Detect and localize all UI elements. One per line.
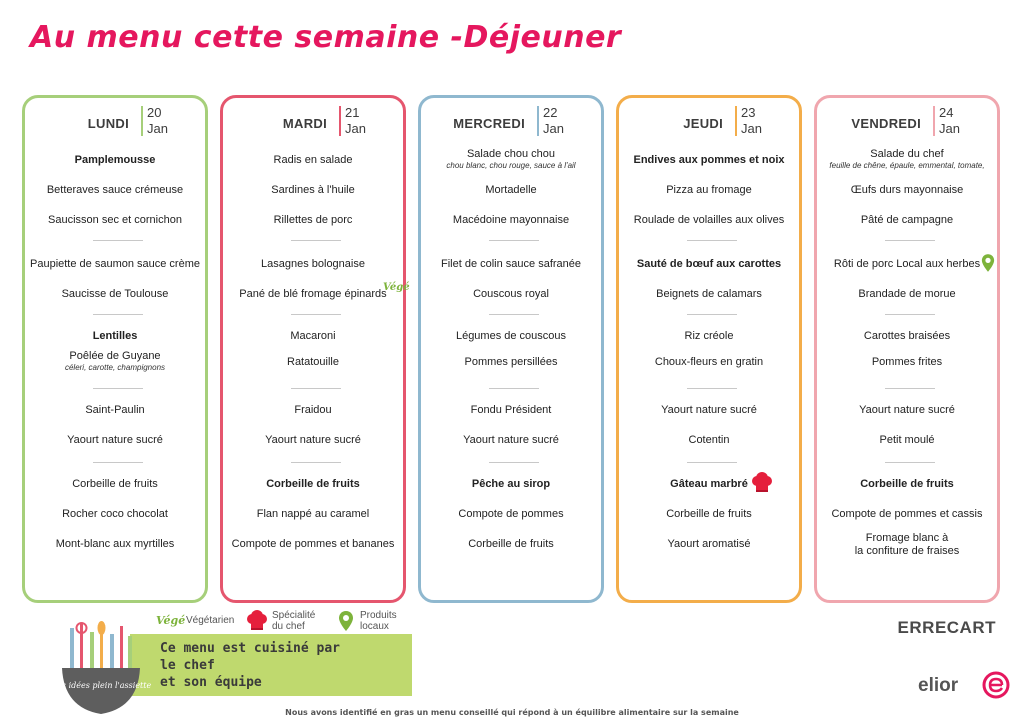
day-month: Jan xyxy=(939,121,960,136)
menu-item xyxy=(25,350,205,373)
menu-item xyxy=(817,148,997,171)
day-divider xyxy=(735,106,737,136)
menu-item-label: Gâteau marbré xyxy=(670,478,748,490)
menu-item xyxy=(223,330,403,343)
menu-item-label: Pommes persillées xyxy=(464,356,558,368)
menu-item-label: Salade du chef xyxy=(870,148,944,160)
menu-item-detail: céleri, carotte, champignons xyxy=(64,363,166,372)
menu-item-label: Beignets de calamars xyxy=(656,288,762,300)
menu-item xyxy=(223,538,403,551)
menu-item xyxy=(619,508,799,521)
menu-item-label: Brandade de morue xyxy=(858,288,956,300)
menu-item-label: Corbeille de fruits xyxy=(666,508,752,520)
menu-item xyxy=(817,330,997,343)
menu-item-label: Flan nappé au caramel xyxy=(256,508,370,520)
vege-logo: Végé xyxy=(156,614,186,627)
menu-item-detail: chou blanc, chou rouge, sauce à l'ail xyxy=(446,161,576,170)
menu-item-label: Salade chou chou xyxy=(466,148,556,160)
day-name: VENDREDI xyxy=(851,116,921,131)
course-divider xyxy=(291,314,341,315)
menu-item xyxy=(817,434,997,447)
day-name: MARDI xyxy=(282,116,327,131)
menu-item xyxy=(25,538,205,551)
menu-item-label: Macédoine mayonnaise xyxy=(452,214,570,226)
menu-item-label: Rillettes de porc xyxy=(273,214,353,226)
day-month: Jan xyxy=(543,121,564,136)
menu-item-label: Corbeille de fruits xyxy=(72,478,158,490)
menu-item xyxy=(421,478,601,491)
menu-item xyxy=(223,478,403,491)
menu-item xyxy=(421,508,601,521)
menu-item-label: Carottes braisées xyxy=(863,330,951,342)
menu-item xyxy=(817,478,997,491)
menu-item-label: Poêlée de Guyane xyxy=(69,350,161,362)
menu-item xyxy=(619,154,799,167)
site-name: ERRECART xyxy=(897,618,996,637)
course-divider xyxy=(687,388,737,389)
course-divider xyxy=(687,314,737,315)
course-divider xyxy=(93,388,143,389)
menu-item xyxy=(25,508,205,521)
course-divider xyxy=(93,240,143,241)
menu-item-detail: feuille de chêne, épaule, emmental, tomate, xyxy=(829,161,985,170)
course-divider xyxy=(489,462,539,463)
menu-item-label: Sauté de bœuf aux carottes xyxy=(636,258,782,270)
bowl-text: Des idées plein l'assiette xyxy=(50,681,152,690)
menu-item xyxy=(421,434,601,447)
menu-item xyxy=(223,288,403,301)
menu-item xyxy=(421,214,601,227)
menu-item xyxy=(223,154,403,167)
menu-item xyxy=(25,330,205,343)
course-divider xyxy=(687,462,737,463)
day-card-mardi xyxy=(220,95,410,603)
course-divider xyxy=(885,240,935,241)
menu-item xyxy=(817,214,997,227)
menu-item xyxy=(619,330,799,343)
banner-text: Ce menu est cuisiné par le chef et son équipe xyxy=(160,641,341,690)
menu-item-label: Petit moulé xyxy=(879,434,935,446)
brand-logo-text: elior xyxy=(918,675,959,696)
menu-item xyxy=(817,404,997,417)
menu-item-label: Compote de pommes et cassis xyxy=(831,508,983,520)
menu-item xyxy=(619,434,799,447)
day-divider xyxy=(339,106,341,136)
menu-item-label: Corbeille de fruits xyxy=(266,478,360,490)
menu-item xyxy=(619,214,799,227)
menu-item-label: Œufs durs mayonnaise xyxy=(850,184,964,196)
course-divider xyxy=(489,314,539,315)
menu-item xyxy=(817,258,997,271)
local-legend-label: Produits locaux xyxy=(360,610,397,632)
menu-item xyxy=(619,258,799,271)
menu-item xyxy=(421,330,601,343)
course-divider xyxy=(885,462,935,463)
menu-item xyxy=(619,404,799,417)
vege-legend-label: Végétarien xyxy=(186,615,235,626)
chef-hat-icon xyxy=(246,610,268,632)
menu-item-label: Choux-fleurs en gratin xyxy=(654,356,764,368)
day-name: JEUDI xyxy=(683,116,723,131)
day-number: 24 xyxy=(939,105,954,120)
day-divider xyxy=(537,106,539,136)
day-card-lundi xyxy=(22,95,208,603)
menu-item-label: Pêche au sirop xyxy=(471,478,551,490)
menu-item-label: Filet de colin sauce safranée xyxy=(440,258,582,270)
menu-item-label: Couscous royal xyxy=(473,288,549,300)
menu-item-label: Rocher coco chocolat xyxy=(62,508,168,520)
course-divider xyxy=(489,240,539,241)
menu-item-label: Sardines à l'huile xyxy=(271,184,355,196)
menu-item xyxy=(421,258,601,271)
menu-item xyxy=(223,508,403,521)
menu-item-label: Pizza au fromage xyxy=(666,184,752,196)
menu-item-label: Mortadelle xyxy=(485,184,537,196)
menu-item xyxy=(619,538,799,551)
menu-item xyxy=(25,214,205,227)
day-card-mercredi xyxy=(418,95,604,603)
menu-item xyxy=(421,404,601,417)
menu-item xyxy=(619,356,799,369)
location-pin-icon xyxy=(981,253,995,273)
day-header xyxy=(817,98,997,142)
menu-item xyxy=(421,538,601,551)
course-divider xyxy=(687,240,737,241)
day-name: MERCREDI xyxy=(453,116,525,131)
menu-item-label: Pané de blé fromage épinards xyxy=(239,288,387,300)
menu-item xyxy=(25,258,205,271)
course-divider xyxy=(93,314,143,315)
day-divider xyxy=(141,106,143,136)
menu-item-label: Yaourt nature sucré xyxy=(661,404,757,416)
elior-e-icon xyxy=(982,671,1010,699)
menu-item-label: Compote de pommes xyxy=(458,508,564,520)
day-name: LUNDI xyxy=(87,116,129,131)
menu-item-label: Mont-blanc aux myrtilles xyxy=(55,538,175,550)
course-divider xyxy=(291,388,341,389)
menu-item-label: Betteraves sauce crémeuse xyxy=(46,184,184,196)
page-title: Au menu cette semaine -Déjeuner xyxy=(30,20,622,55)
day-card-vendredi xyxy=(814,95,1000,603)
menu-item-label: Compote de pommes et bananes xyxy=(231,538,395,550)
menu-item xyxy=(421,184,601,197)
day-number: 23 xyxy=(741,105,756,120)
menu-item-label: Ratatouille xyxy=(287,356,339,368)
menu-item-label: Macaroni xyxy=(290,330,336,342)
menu-item-label: Yaourt nature sucré xyxy=(265,434,361,446)
menu-item-label: Lasagnes bolognaise xyxy=(261,258,365,270)
chef-hat-icon xyxy=(751,472,773,494)
menu-item-label: Corbeille de fruits xyxy=(860,478,954,490)
menu-item-label: Radis en salade xyxy=(273,154,353,166)
day-number: 22 xyxy=(543,105,558,120)
menu-item-label: Corbeille de fruits xyxy=(468,538,554,550)
menu-item xyxy=(223,356,403,369)
menu-item-label: Fromage blanc à la confiture de fraises xyxy=(854,532,960,557)
menu-item xyxy=(817,288,997,301)
day-card-jeudi xyxy=(616,95,802,603)
menu-item xyxy=(421,148,601,171)
menu-item xyxy=(25,154,205,167)
menu-item xyxy=(223,404,403,417)
menu-item-label: Saucisson sec et cornichon xyxy=(48,214,182,226)
menu-item-label: Lentilles xyxy=(92,330,138,342)
day-month: Jan xyxy=(147,121,168,136)
menu-item xyxy=(25,434,205,447)
day-number: 20 xyxy=(147,105,162,120)
menu-item-label: Fraidou xyxy=(294,404,332,416)
menu-item-label: Yaourt nature sucré xyxy=(859,404,955,416)
menu-item-label: Légumes de couscous xyxy=(455,330,567,342)
menu-item xyxy=(25,404,205,417)
menu-item xyxy=(619,288,799,301)
menu-item-label: Endives aux pommes et noix xyxy=(633,154,785,166)
course-divider xyxy=(291,240,341,241)
menu-item-label: Roulade de volailles aux olives xyxy=(633,214,785,226)
menu-item-label: Paupiette de saumon sauce crème xyxy=(30,258,200,270)
vege-badge-icon: Végé xyxy=(383,282,410,293)
day-month: Jan xyxy=(345,121,366,136)
menu-item-label: Fondu Président xyxy=(470,404,552,416)
menu-item xyxy=(817,356,997,369)
day-header xyxy=(25,98,205,142)
menu-item xyxy=(25,184,205,197)
course-divider xyxy=(489,388,539,389)
location-pin-icon xyxy=(338,610,354,632)
menu-item-label: Saucisse de Toulouse xyxy=(61,288,169,300)
menu-item xyxy=(421,288,601,301)
day-header xyxy=(421,98,601,142)
menu-item-label: Saint-Paulin xyxy=(85,404,145,416)
menu-item-label: Rôti de porc Local aux herbes xyxy=(833,258,981,270)
menu-item-label: Yaourt nature sucré xyxy=(67,434,163,446)
course-divider xyxy=(93,462,143,463)
menu-item-label: Pâté de campagne xyxy=(860,214,954,226)
bowl-illustration xyxy=(50,622,152,718)
menu-item xyxy=(619,184,799,197)
menu-item xyxy=(223,434,403,447)
day-number: 21 xyxy=(345,105,360,120)
day-header xyxy=(619,98,799,142)
menu-item-label: Pamplemousse xyxy=(74,154,156,166)
menu-item xyxy=(223,258,403,271)
menu-item xyxy=(25,478,205,491)
course-divider xyxy=(885,388,935,389)
course-divider xyxy=(291,462,341,463)
menu-item-label: Yaourt aromatisé xyxy=(667,538,751,550)
menu-item xyxy=(223,184,403,197)
menu-item xyxy=(817,532,997,558)
menu-item xyxy=(817,508,997,521)
day-month: Jan xyxy=(741,121,762,136)
footer-note: Nous avons identifié en gras un menu conseillé qui répond à un équilibre alimentaire sur la semaine xyxy=(285,708,739,717)
menu-item-label: Riz créole xyxy=(684,330,734,342)
menu-item xyxy=(25,288,205,301)
menu-item-label: Cotentin xyxy=(688,434,730,446)
menu-item-label: Pommes frites xyxy=(871,356,943,368)
menu-item xyxy=(223,214,403,227)
day-header xyxy=(223,98,403,142)
course-divider xyxy=(885,314,935,315)
menu-item-label: Yaourt nature sucré xyxy=(463,434,559,446)
menu-item xyxy=(421,356,601,369)
day-divider xyxy=(933,106,935,136)
menu-item xyxy=(817,184,997,197)
chef-legend-label: Spécialité du chef xyxy=(272,610,316,632)
